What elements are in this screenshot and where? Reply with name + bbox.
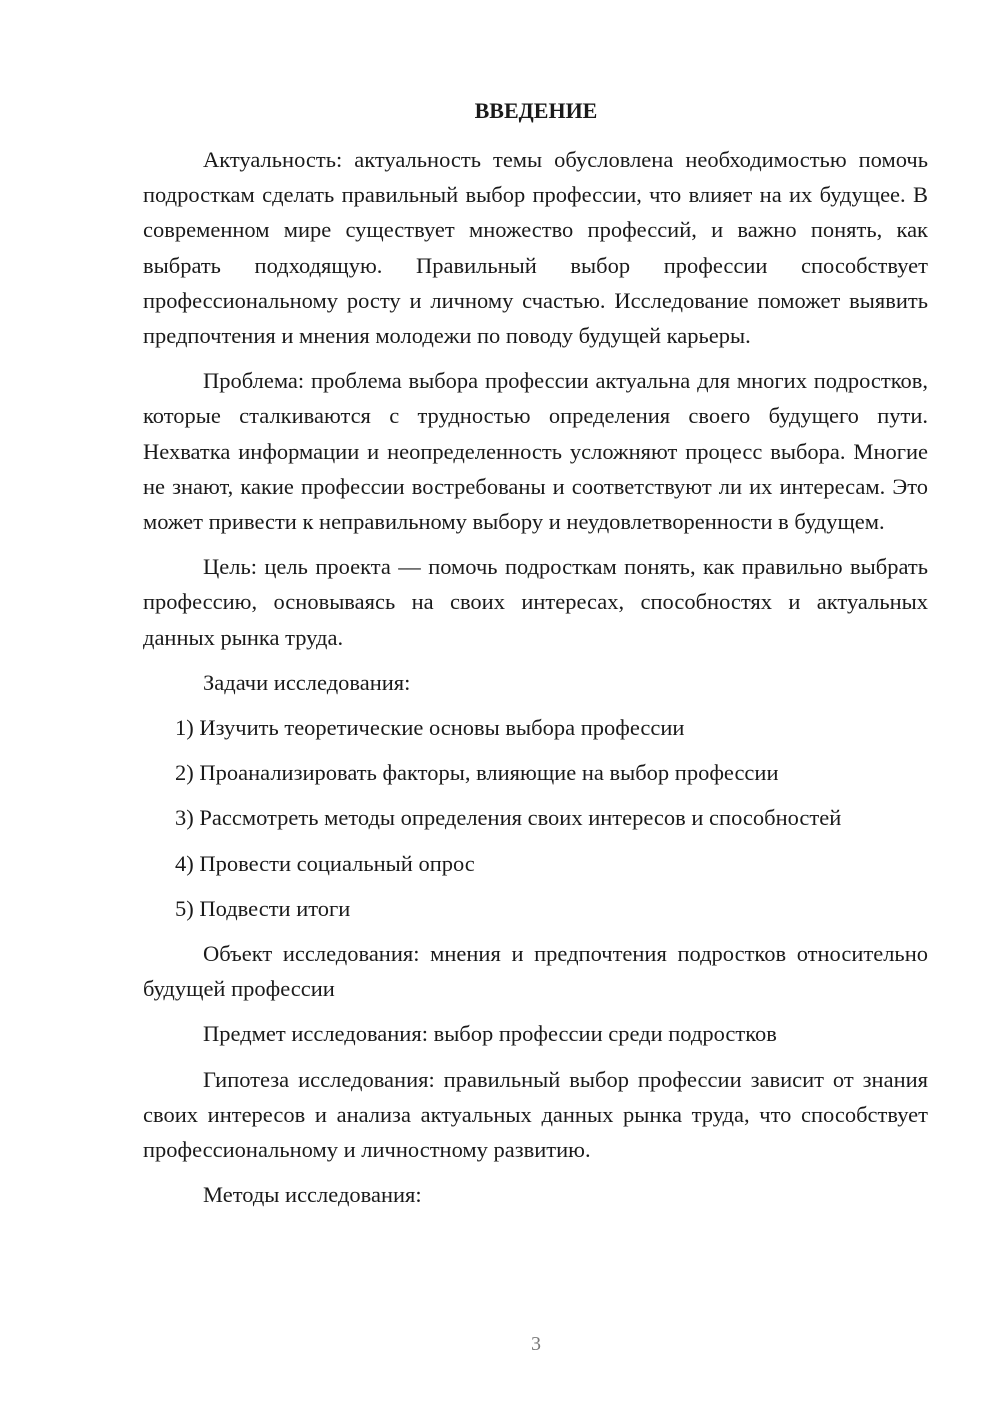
list-item: 1) Изучить теоретические основы выбора профессии xyxy=(175,715,685,741)
document-body xyxy=(143,142,928,1222)
list-item: 2) Проанализировать факторы, влияющие на выбор профессии xyxy=(175,760,779,786)
hypothesis-paragraph: Гипотеза исследования: правильный выбор профессии зависит от знания своих интересов и анализа актуальных данных рынка труда, что способствует профессиональному и личностному развитию. xyxy=(143,1066,928,1163)
list-item: 3) Рассмотреть методы определения своих интересов и способностей xyxy=(175,805,842,831)
page-number: 3 xyxy=(531,1333,541,1355)
relevance-paragraph: Актуальность: актуальность темы обусловлена необходимостью помочь подросткам сделать правильный выбор профессии, что влияет на их будущее. В современном мире существует множество профессий, и важно понять, как выбрать подходящую. Правильный выбор профессии способствует профессиональному росту и личному счастью. Исследование поможет выявить предпочтения и мнения молодежи по поводу будущей карьеры. xyxy=(143,147,928,349)
list-item: 4) Провести социальный опрос xyxy=(175,850,475,876)
goal-paragraph: Цель: цель проекта — помочь подросткам понять, как правильно выбрать профессию, основываясь на своих интересах, способностях и актуальных данных рынка труда. xyxy=(143,554,928,650)
list-item: 5) Подвести итоги xyxy=(175,895,351,921)
subject-paragraph: Предмет исследования: выбор профессии среди подростков xyxy=(203,1021,777,1047)
tasks-list xyxy=(143,710,928,926)
page-title: ВВЕДЕНИЕ xyxy=(474,98,598,123)
tasks-heading: Задачи исследования: xyxy=(203,669,411,695)
methods-heading: Методы исследования: xyxy=(203,1182,422,1208)
problem-paragraph: Проблема: проблема выбора профессии актуальна для многих подростков, которые сталкиваются с трудностью определения своего будущего пути. Нехватка информации и неопределенность усложняют процесс выбора. Многие не знают, какие профессии востребованы и соответствуют ли их интересам. Это может привести к неправильному выбору и неудовлетворенности в будущем. xyxy=(143,368,928,535)
object-paragraph: Объект исследования: мнения и предпочтения подростков относительно будущей профессии xyxy=(143,941,928,1002)
